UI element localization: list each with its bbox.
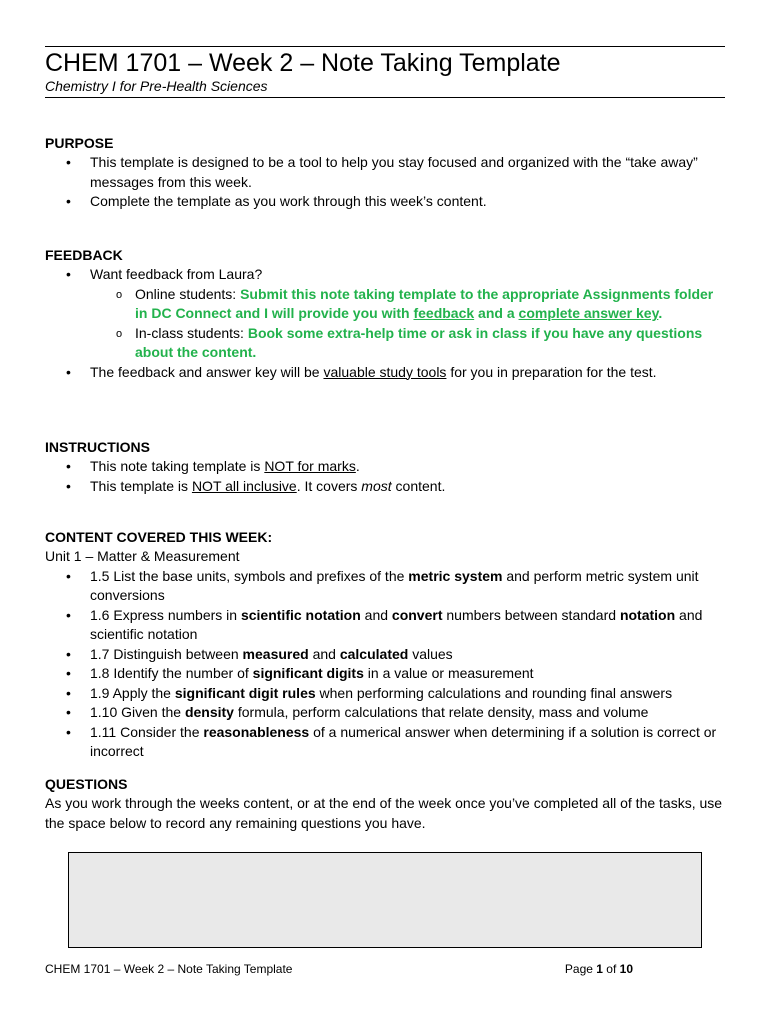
- bullet-icon: •: [66, 458, 71, 474]
- list-item: • This note taking template is NOT for marks.: [45, 457, 725, 477]
- purpose-heading: PURPOSE: [45, 135, 114, 151]
- bullet-icon: •: [66, 704, 71, 720]
- list-item: • 1.10 Given the density formula, perform calculations that relate density, mass and volume: [45, 703, 725, 723]
- content-section: [45, 528, 725, 762]
- page-number: Page 1 of 10: [564, 962, 633, 976]
- sub-bullet-icon: o: [116, 288, 123, 301]
- list-item: • 1.7 Distinguish between measured and calculated values: [45, 645, 725, 665]
- list-item: • The feedback and answer key will be valuable study tools for you in preparation for the test.: [45, 363, 725, 383]
- questions-answer-box[interactable]: [68, 852, 702, 948]
- answer-key-link: complete answer key: [518, 305, 659, 321]
- bullet-icon: •: [66, 684, 71, 701]
- list-item: • This template is designed to be a tool to help you stay focused and organized with the “take away” messages from this week.: [66, 154, 698, 190]
- list-item: • This template is NOT all inclusive. It covers most content.: [45, 477, 725, 497]
- purpose-section: [45, 134, 725, 212]
- list-item: • 1.9 Apply the significant digit rules when performing calculations and rounding final answers: [45, 684, 725, 704]
- feedback-section: [45, 246, 725, 382]
- bullet-icon: •: [66, 363, 71, 380]
- unit-label: Unit 1 – Matter & Measurement: [45, 548, 240, 564]
- feedback-heading: FEEDBACK: [45, 247, 123, 263]
- page-title: CHEM 1701 – Week 2 – Note Taking Template: [45, 49, 561, 77]
- instructions-heading: INSTRUCTIONS: [45, 439, 150, 455]
- footer-title: CHEM 1701 – Week 2 – Note Taking Template: [45, 962, 293, 976]
- bullet-icon: •: [66, 266, 71, 282]
- list-item: • 1.5 List the base units, symbols and prefixes of the metric system and perform metric system unit conversions: [66, 567, 699, 603]
- list-item: • 1.11 Consider the reasonableness of a numerical answer when determining if a solution is correct or incorrect: [66, 723, 717, 759]
- bullet-icon: •: [66, 477, 71, 494]
- questions-text: As you work through the weeks content, or at the end of the week once you’ve completed all of the tasks, use the space below to record any remaining questions you have.: [45, 795, 723, 831]
- list-item: • Want feedback from Laura?: [45, 265, 725, 285]
- content-heading: CONTENT COVERED THIS WEEK:: [45, 529, 273, 545]
- bullet-icon: •: [66, 567, 71, 584]
- header-rule: [45, 97, 725, 98]
- sub-bullet-icon: o: [116, 327, 123, 340]
- bullet-icon: •: [66, 154, 71, 170]
- sub-list-item-online: o Online students: Submit this note taking template to the appropriate Assignments folder in DC Connect and I will provide you with feedback and a complete answer key.: [116, 285, 714, 321]
- list-item: • 1.8 Identify the number of significant digits in a value or measurement: [45, 664, 725, 684]
- top-rule: [45, 46, 725, 47]
- feedback-link: feedback: [413, 305, 475, 321]
- bullet-icon: •: [66, 665, 71, 681]
- bullet-icon: •: [66, 723, 71, 740]
- bullet-icon: •: [66, 606, 71, 623]
- instructions-section: [45, 438, 725, 496]
- list-item: • Complete the template as you work through this week’s content.: [45, 192, 725, 212]
- questions-section: [45, 775, 725, 833]
- list-item: • 1.6 Express numbers in scientific notation and convert numbers between standard notation and scientific notation: [66, 606, 703, 642]
- questions-heading: QUESTIONS: [45, 776, 128, 792]
- page-subtitle: Chemistry I for Pre-Health Sciences: [45, 78, 268, 94]
- bullet-icon: •: [66, 193, 71, 209]
- sub-list-item-inclass: o In-class students: Book some extra-help time or ask in class if you have any questions about the content.: [116, 324, 703, 360]
- bullet-icon: •: [66, 645, 71, 662]
